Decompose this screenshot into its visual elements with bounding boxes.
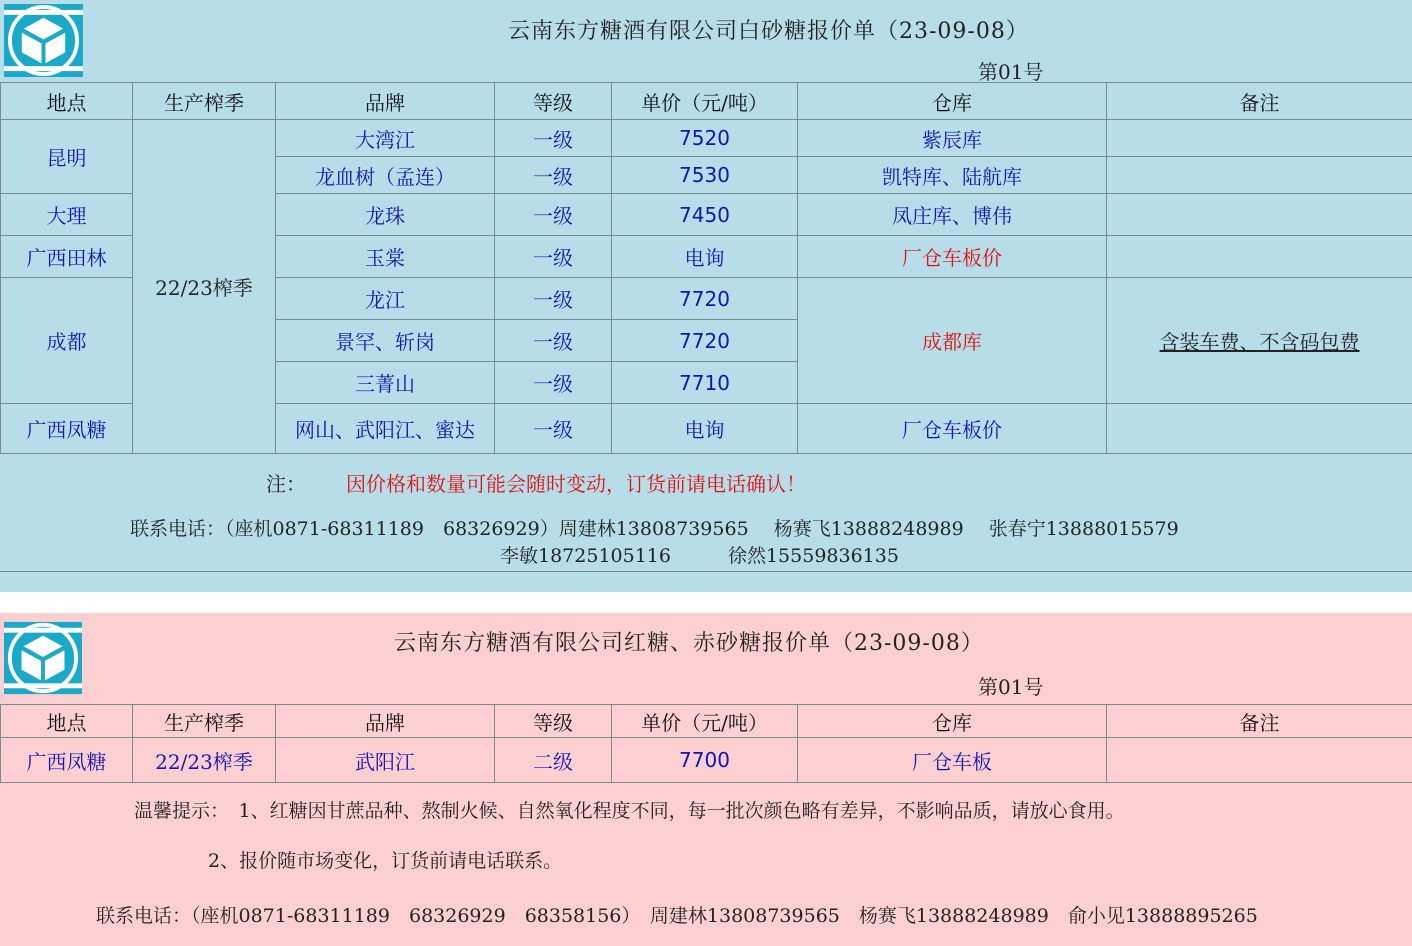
brown-sugar-table xyxy=(0,704,1412,783)
brand-cell: 龙珠 xyxy=(276,194,495,236)
grade-cell: 一级 xyxy=(495,404,612,454)
note-text: 含装车费、不含码包费 xyxy=(1159,330,1360,354)
price-cell: 7710 xyxy=(612,362,798,404)
place-cell: 广西田林 xyxy=(1,236,133,278)
divider xyxy=(0,571,1412,572)
company-logo-icon xyxy=(4,618,82,698)
contact-line: 联系电话：（座机0871-68311189 68326929）周建林13808739565 杨赛飞13888248989 张春宁13888015579 xyxy=(130,518,1179,540)
contact-line-2: 李敏18725105116 徐然15559836135 xyxy=(500,545,899,567)
grade-cell: 一级 xyxy=(495,320,612,362)
header-price: 单价（元/吨） xyxy=(612,83,798,120)
note-label: 注： xyxy=(266,472,306,496)
header-grade: 等级 xyxy=(495,705,612,738)
header-place: 地点 xyxy=(1,83,133,120)
brand-cell: 龙血树（孟连） xyxy=(276,157,495,194)
brown-sugar-title: 云南东方糖酒有限公司红糖、赤砂糖报价单（23-09-08） xyxy=(394,631,984,656)
header-place: 地点 xyxy=(1,705,133,738)
grade-cell: 一级 xyxy=(495,278,612,320)
grade-cell: 一级 xyxy=(495,157,612,194)
header-note: 备注 xyxy=(1107,705,1412,738)
brand-cell: 景罕、斩岗 xyxy=(276,320,495,362)
header-brand: 品牌 xyxy=(276,705,495,738)
brand-cell: 大湾江 xyxy=(276,120,495,157)
white-sugar-table xyxy=(0,82,1412,454)
note-cell xyxy=(1107,236,1412,278)
header-season: 生产榨季 xyxy=(133,705,276,738)
note-cell xyxy=(1107,404,1412,454)
warehouse-cell: 成都库 xyxy=(798,278,1107,404)
price-cell: 7530 xyxy=(612,157,798,194)
header-warehouse: 仓库 xyxy=(798,83,1107,120)
brand-cell: 龙江 xyxy=(276,278,495,320)
price-cell: 7720 xyxy=(612,320,798,362)
note-cell xyxy=(1107,157,1412,194)
place-cell: 昆明 xyxy=(1,120,133,194)
company-logo-icon xyxy=(4,4,83,77)
price-cell: 电询 xyxy=(612,404,798,454)
price-cell: 电询 xyxy=(612,236,798,278)
brand-cell: 玉棠 xyxy=(276,236,495,278)
grade-cell: 一级 xyxy=(495,236,612,278)
table-row xyxy=(1,120,1412,157)
warehouse-cell: 厂仓车板价 xyxy=(798,404,1107,454)
place-cell: 广西凤糖 xyxy=(1,738,133,783)
warehouse-cell: 紫辰库 xyxy=(798,120,1107,157)
warehouse-cell: 厂仓车板 xyxy=(798,738,1107,783)
brand-cell: 三菁山 xyxy=(276,362,495,404)
grade-cell: 一级 xyxy=(495,362,612,404)
place-cell: 成都 xyxy=(1,278,133,404)
header-note: 备注 xyxy=(1107,83,1412,120)
white-sugar-number: 第01号 xyxy=(978,60,1044,84)
note-cell xyxy=(1107,738,1412,783)
season-cell: 22/23榨季 xyxy=(133,120,276,454)
header-warehouse: 仓库 xyxy=(798,705,1107,738)
warehouse-cell: 凤庄库、博伟 xyxy=(798,194,1107,236)
contact-line: 联系电话：（座机0871-68311189 68326929 68358156） 周建林13808739565 杨赛飞13888248989 俞小见13888895265 xyxy=(96,905,1258,927)
grade-cell: 一级 xyxy=(495,194,612,236)
table-header-row xyxy=(1,83,1412,120)
brown-sugar-panel xyxy=(0,613,1412,946)
header-grade: 等级 xyxy=(495,83,612,120)
price-cell: 7700 xyxy=(612,738,798,783)
table-header-row xyxy=(1,705,1412,738)
brand-cell: 武阳江 xyxy=(276,738,495,783)
white-sugar-title: 云南东方糖酒有限公司白砂糖报价单（23-09-08） xyxy=(508,19,1029,44)
price-cell: 7720 xyxy=(612,278,798,320)
place-cell: 广西凤糖 xyxy=(1,404,133,454)
brand-cell: 网山、武阳江、蜜达 xyxy=(276,404,495,454)
header-price: 单价（元/吨） xyxy=(612,705,798,738)
note-cell xyxy=(1107,120,1412,157)
price-cell: 7450 xyxy=(612,194,798,236)
note-cell xyxy=(1107,278,1412,404)
header-season: 生产榨季 xyxy=(133,83,276,120)
place-cell: 大理 xyxy=(1,194,133,236)
warehouse-cell: 厂仓车板价 xyxy=(798,236,1107,278)
season-cell: 22/23榨季 xyxy=(133,738,276,783)
table-row xyxy=(1,738,1412,783)
tip-line-1: 温馨提示： 1、红糖因甘蔗品种、熬制火候、自然氧化程度不同，每一批次颜色略有差异，不影响品质，请放心食用。 xyxy=(134,800,1125,822)
grade-cell: 一级 xyxy=(495,120,612,157)
header-brand: 品牌 xyxy=(276,83,495,120)
note-text: 因价格和数量可能会随时变动，订货前请电话确认！ xyxy=(346,472,806,496)
brown-sugar-number: 第01号 xyxy=(978,675,1044,699)
warehouse-cell: 凯特库、陆航库 xyxy=(798,157,1107,194)
price-cell: 7520 xyxy=(612,120,798,157)
grade-cell: 二级 xyxy=(495,738,612,783)
note-cell xyxy=(1107,194,1412,236)
tip-line-2: 2、报价随市场变化，订货前请电话联系。 xyxy=(208,850,563,872)
